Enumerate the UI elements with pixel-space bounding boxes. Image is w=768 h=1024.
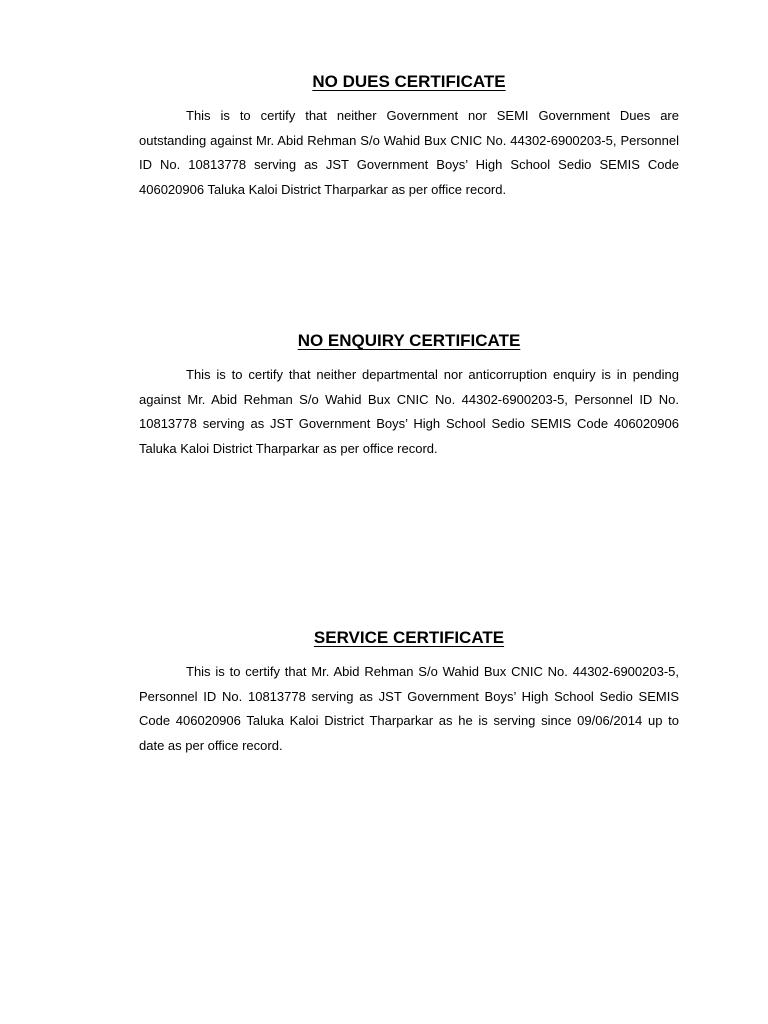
- no-enquiry-certificate: [139, 329, 679, 461]
- certificate-title: [139, 70, 679, 94]
- certificate-body: This is to certify that neither Government nor SEMI Government Dues are outstanding against Mr. Abid Rehman S/o Wahid Bux CNIC No. 44302-6900203-5, Personnel ID No. 10813778 serving as JST Government Boys’ High School Sedio SEMIS Code 406020906 Taluka Kaloi District Tharparkar as per office record.: [139, 108, 679, 197]
- certificate-title-text: SERVICE CERTIFICATE: [313, 628, 505, 647]
- no-dues-certificate: [139, 70, 679, 202]
- service-certificate: [139, 626, 679, 758]
- certificate-title: [139, 329, 679, 353]
- certificate-title-text: NO DUES CERTIFICATE: [312, 72, 506, 91]
- certificate-title-text: NO ENQUIRY CERTIFICATE: [297, 331, 521, 350]
- certificate-body: This is to certify that Mr. Abid Rehman S/o Wahid Bux CNIC No. 44302-6900203-5, Personnel ID No. 10813778 serving as JST Government Boys’ High School Sedio SEMIS Code 406020906 Taluka Kaloi District Tharparkar as he is serving since 09/06/2014 up to date as per office record.: [139, 664, 679, 753]
- certificate-title: [139, 626, 679, 650]
- certificate-body: This is to certify that neither departmental nor anticorruption enquiry is in pending against Mr. Abid Rehman S/o Wahid Bux CNIC No. 44302-6900203-5, Personnel ID No. 10813778 serving as JST Government Boys’ High School Sedio SEMIS Code 406020906 Taluka Kaloi District Tharparkar as per office record.: [139, 367, 679, 456]
